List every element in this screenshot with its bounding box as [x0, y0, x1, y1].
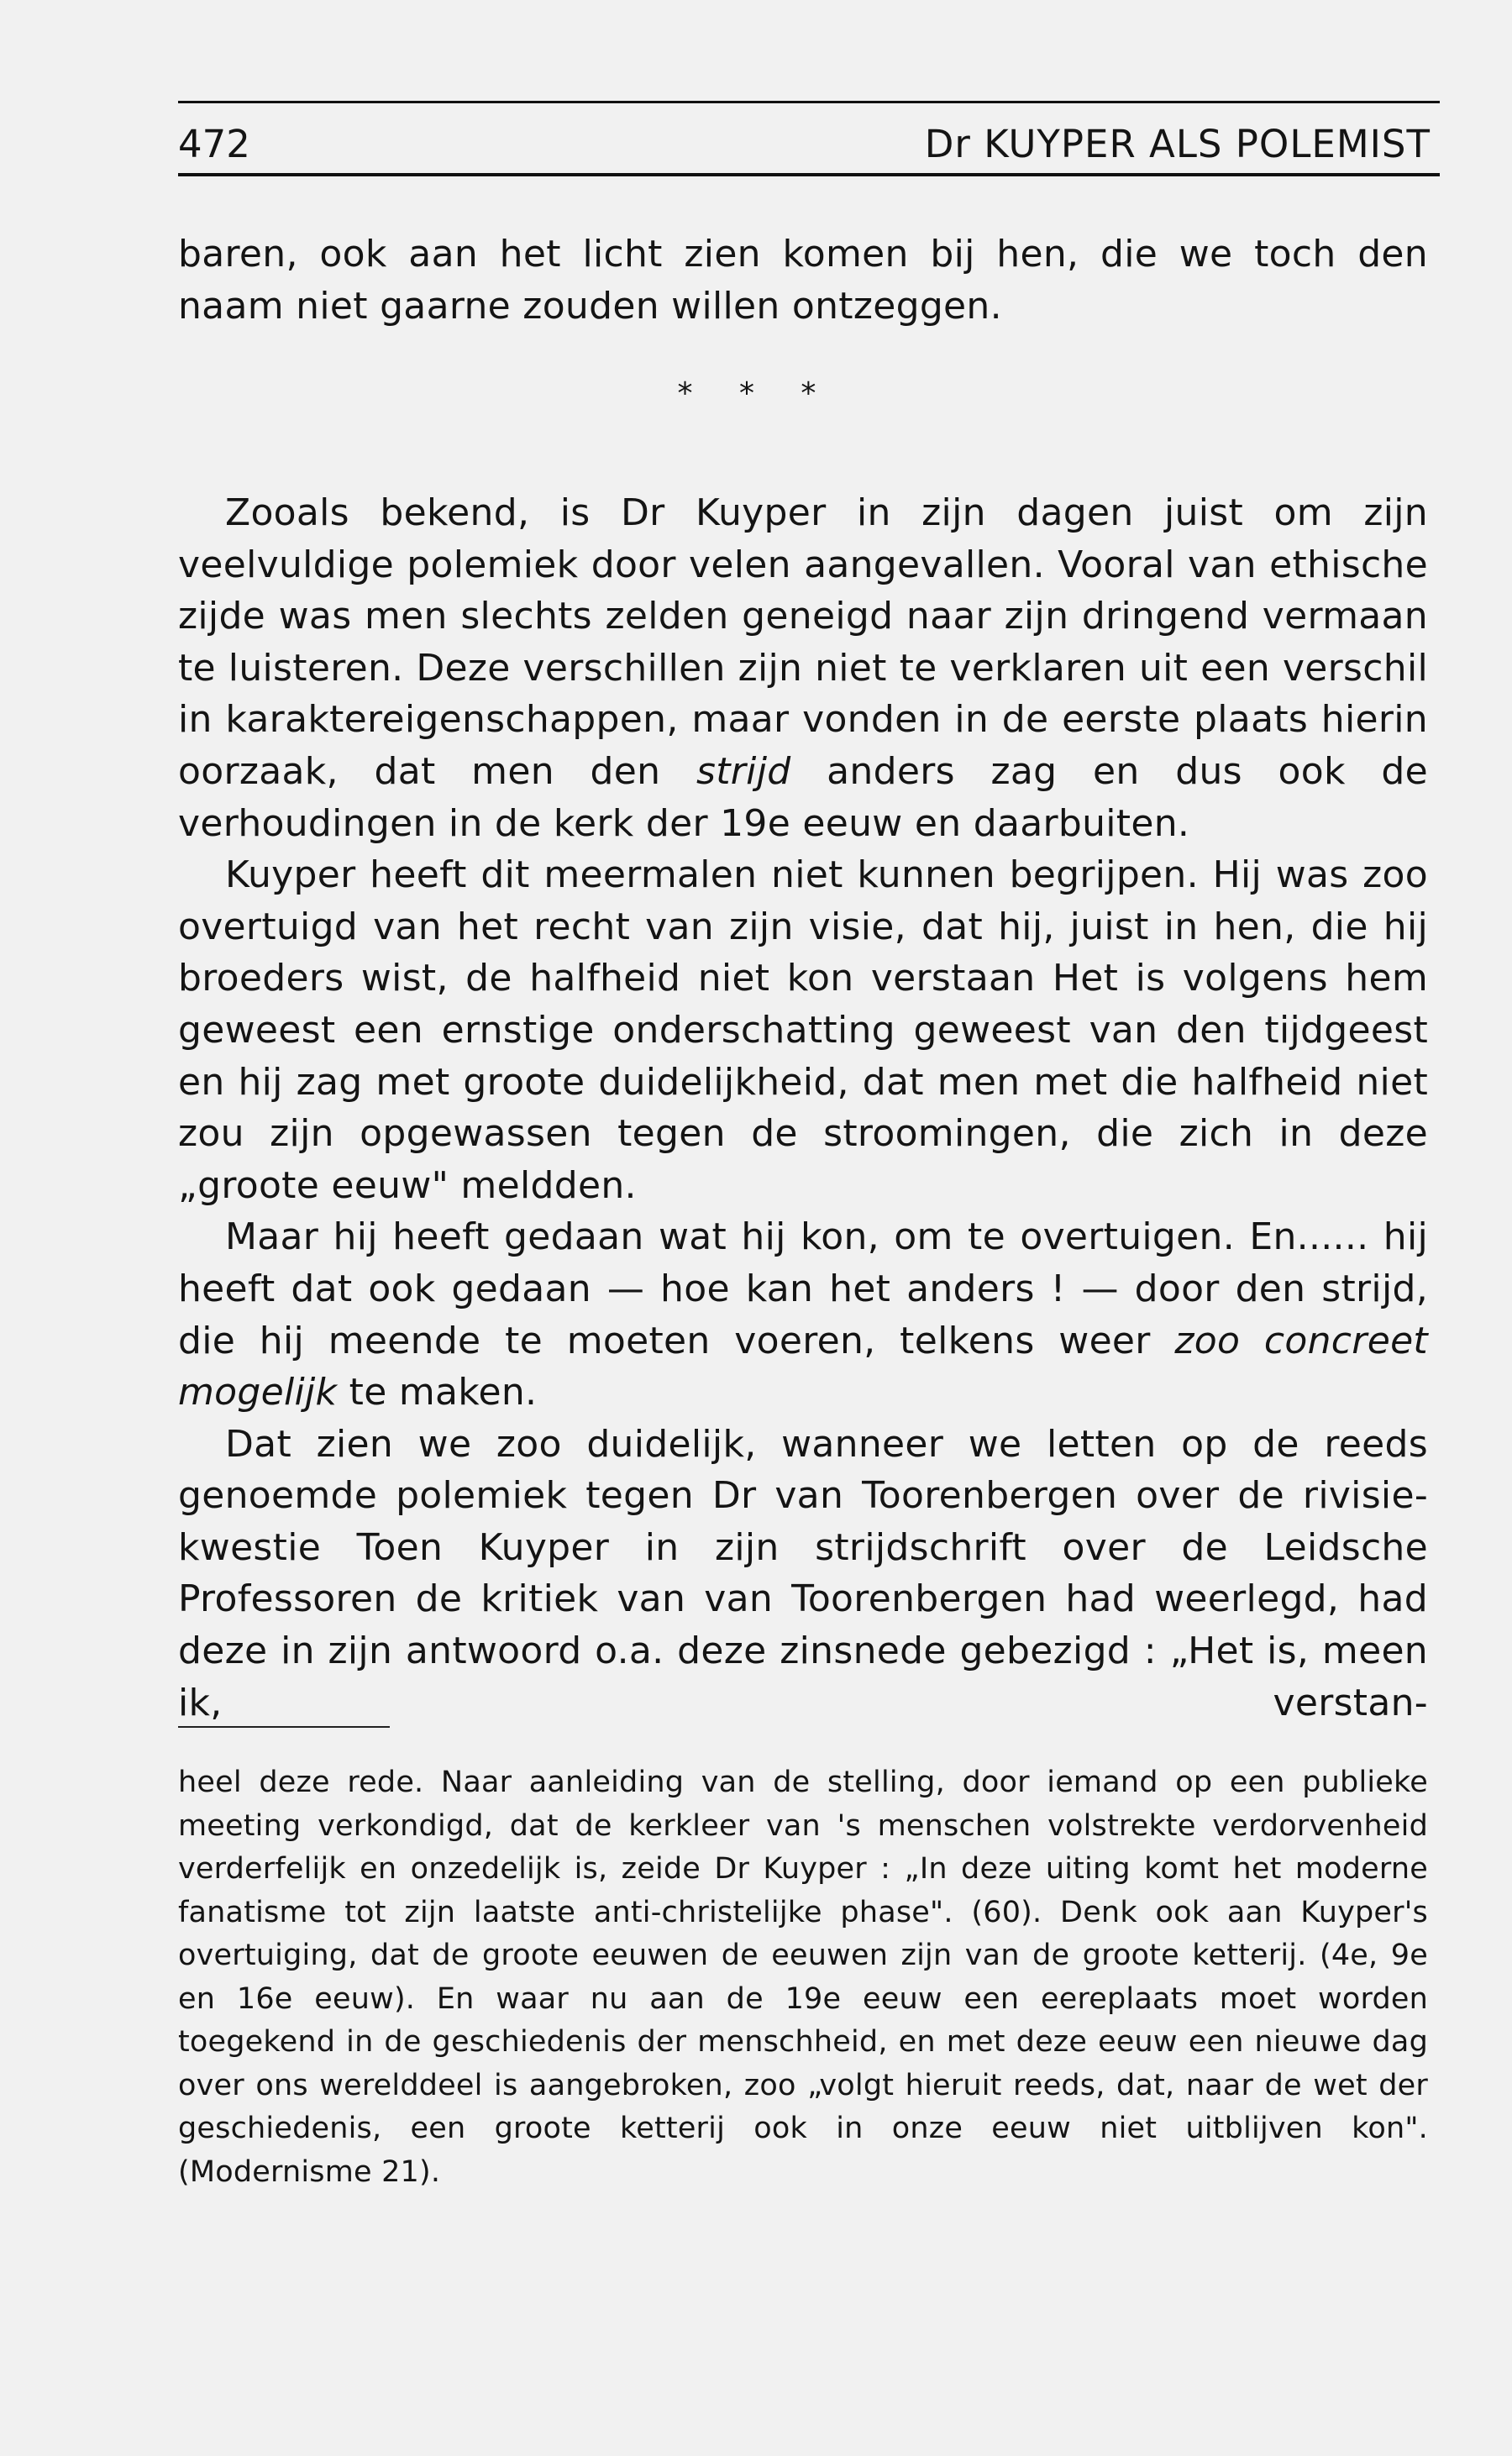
paragraph-1	[178, 487, 1428, 849]
header-rule-top	[178, 101, 1440, 103]
paragraph-2: Kuyper heeft dit meermalen niet kunnen begrijpen. Hij was zoo overtuigd van het recht van zijn visie, dat hij, juist in hen, die hij broeders wist, de halfheid niet kon verstaan Het is volgens hem geweest een ernstige onderschatting geweest van den tijdgeest en hij zag met groote duidelijkheid, dat men met die halfheid niet zou zijn opgewassen tegen de stroomingen, die zich in deze „groote eeuw" meldden.	[178, 853, 1428, 1207]
main-text	[178, 487, 1428, 1729]
paragraph-1-text: Zooals bekend, is Dr Kuyper in zijn dagen juist om zijn veelvuldige polemiek door velen aangevallen. Vooral van ethische zijde was men slechts zelden geneigd naar zijn dringend vermaan te luisteren. Deze verschillen zijn niet te verklaren uit een verschil in karaktereigenschappen, maar vonden in de eerste plaats hierin oorzaak, dat men den	[178, 491, 1428, 793]
continuation-paragraph: baren, ook aan het licht zien komen bij hen, die we toch den naam niet gaarne zouden willen ontzeggen.	[178, 233, 1428, 328]
paragraph-3-text: Maar hij heeft gedaan wat hij kon, om te overtuigen. En...... hij heeft dat ook gedaan — hoe kan het anders ! — door den strijd, die hij meende te moeten voeren, telkens weer	[178, 1215, 1428, 1362]
paragraph-1-emphasis: strijd	[696, 749, 791, 793]
running-title: Dr KUYPER ALS POLEMIST	[924, 122, 1431, 166]
section-separator: * * *	[677, 376, 835, 411]
continuation-text	[178, 228, 1428, 332]
paragraph-3-emphasis: zoo concreet mogelijk	[178, 1319, 1428, 1414]
paragraph-1-tail: anders zag en dus ook de verhoudingen in de kerk der 19e eeuw en daarbuiten.	[178, 749, 1428, 845]
paragraph-3	[178, 1211, 1428, 1418]
footnote-text: heel deze rede. Naar aanleiding van de stelling, door iemand op een publieke meeting verkondigd, dat de kerkleer van 's menschen volstrekte verdorvenheid verderfelijk en onzedelijk is, zeide Dr Kuyper : „In deze uiting komt het moderne fanatisme tot zijn laatste anti-christelijke phase". (60). Denk ook aan Kuyper's overtuiging, dat de groote eeuwen de eeuwen zijn van de groote ketterij. (4e, 9e en 16e eeuw). En waar nu aan de 19e eeuw een eereplaats moet worden toegekend in de geschiedenis der menschheid, en met deze eeuw een nieuwe dag over ons werelddeel is aangebroken, zoo „volgt hieruit reeds, dat, naar de wet der geschiedenis, een groote ketterij ook in onze eeuw niet uitblijven kon". (Modernisme 21).	[178, 1766, 1428, 2189]
header-rule-bottom	[178, 173, 1440, 176]
paragraph-4: Dat zien we zoo duidelijk, wanneer we letten op de reeds genoemde polemiek tegen Dr van Toorenbergen over de rivisie-kwestie Toen Kuyper in zijn strijdschrift over de Leidsche Professoren de kritiek van van Toorenbergen had weerlegd, had deze in zijn antwoord o.a. deze zinsnede gebezigd : „Het is, meen ik, verstan-	[178, 1422, 1428, 1724]
paragraph-3-tail: te maken.	[349, 1371, 538, 1414]
footnote-area	[178, 1761, 1428, 2194]
page-number: 472	[178, 122, 250, 166]
footnote-rule	[178, 1726, 390, 1728]
